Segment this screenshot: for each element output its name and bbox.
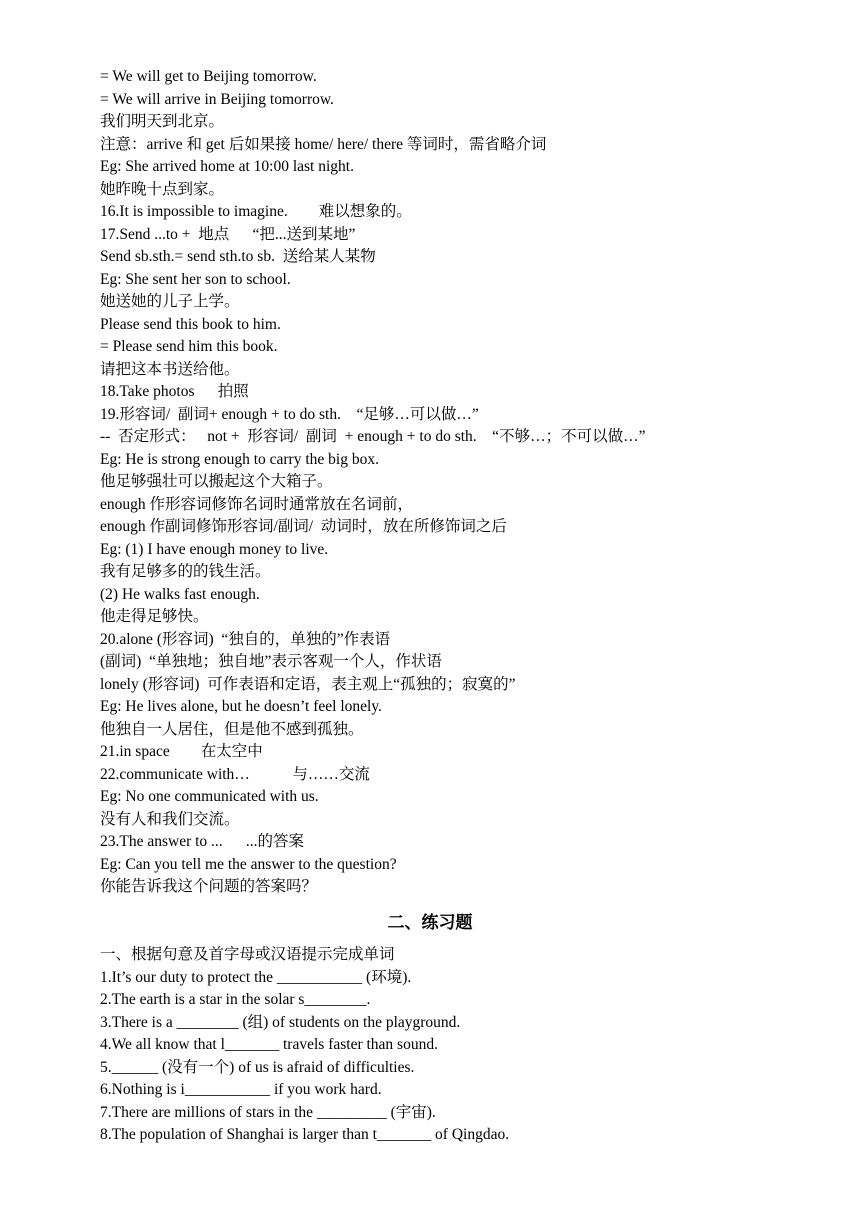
- note-line: 17.Send ...to + 地点 “把...送到某地”: [100, 225, 356, 243]
- exercise-item: 7.There are millions of stars in the _________ (宇宙).: [100, 1103, 436, 1121]
- note-line: 我有足够多的的钱生活。: [100, 563, 271, 580]
- note-line: 没有人和我们交流。: [100, 810, 240, 828]
- note-line: 22.communicate with… 与……交流: [100, 765, 370, 783]
- note-line: 16.It is impossible to imagine. 难以想象的。: [100, 203, 412, 220]
- note-line: (2) He walks fast enough.: [100, 585, 260, 603]
- note-line: Eg: She sent her son to school.: [100, 270, 291, 288]
- note-line: Eg: She arrived home at 10:00 last night.: [100, 158, 354, 175]
- section-heading: 二、练习题: [387, 913, 473, 933]
- note-line: 19.形容词/ 副词+ enough + to do sth. “足够…可以做…”: [100, 405, 479, 423]
- note-line: (副词) “单独地；独自地”表示客观一个人，作状语: [100, 653, 442, 670]
- note-line: 21.in space 在太空中: [100, 743, 263, 760]
- note-line: lonely (形容词) 可作表语和定语，表主观上“孤独的；寂寞的”: [100, 675, 516, 693]
- exercise-item: 5.______ (没有一个) of us is afraid of difficulties.: [100, 1058, 415, 1076]
- note-line: enough 作副词修饰形容词/副词/ 动词时，放在所修饰词之后: [100, 518, 507, 535]
- note-line: = We will arrive in Beijing tomorrow.: [100, 90, 334, 108]
- note-line: 他足够强壮可以搬起这个大箱子。: [100, 473, 333, 490]
- note-line: = Please send him this book.: [100, 338, 278, 355]
- exercise-item: 4.We all know that l_______ travels faster than sound.: [100, 1036, 438, 1053]
- note-line: Send sb.sth.= send sth.to sb. 送给某人某物: [100, 248, 376, 265]
- note-line: Eg: (1) I have enough money to live.: [100, 540, 329, 558]
- note-line: 她昨晚十点到家。: [100, 180, 225, 198]
- note-line: enough 作形容词修饰名词时通常放在名词前，: [100, 495, 414, 513]
- note-line: 他独自一人居住，但是他不感到孤独。: [100, 720, 364, 738]
- note-line: Eg: No one communicated with us.: [100, 788, 319, 805]
- exercise-item: 6.Nothing is i___________ if you work hard.: [100, 1081, 382, 1098]
- note-line: 他走得足够快。: [100, 608, 209, 625]
- note-line: Eg: He lives alone, but he doesn’t feel lonely.: [100, 698, 382, 715]
- note-line: = We will get to Beijing tomorrow.: [100, 68, 317, 85]
- exercise-instruction: 一、根据句意及首字母或汉语提示完成单词: [100, 946, 395, 963]
- notes-section: [100, 66, 800, 899]
- exercise-item: 8.The population of Shanghai is larger than t_______ of Qingdao.: [100, 1126, 510, 1143]
- note-line: -- 否定形式： not + 形容词/ 副词 + enough + to do sth. “不够…；不可以做…”: [100, 428, 646, 445]
- exercise-section: [100, 944, 800, 1147]
- note-line: 23.The answer to ... ...的答案: [100, 833, 305, 850]
- note-line: 她送她的儿子上学。: [100, 293, 240, 310]
- note-line: Please send this book to him.: [100, 315, 281, 333]
- note-line: 20.alone (形容词) “独自的，单独的”作表语: [100, 630, 391, 648]
- exercise-item: 2.The earth is a star in the solar s________.: [100, 991, 371, 1008]
- exercise-item: 1.It’s our duty to protect the ___________ (环境).: [100, 968, 412, 986]
- note-line: 注意：arrive 和 get 后如果接 home/ here/ there 等词时，需省略介词: [100, 135, 547, 153]
- note-line: Eg: He is strong enough to carry the big box.: [100, 450, 379, 468]
- note-line: 请把这本书送给他。: [100, 360, 240, 378]
- note-line: Eg: Can you tell me the answer to the question?: [100, 855, 397, 873]
- note-line: 18.Take photos 拍照: [100, 383, 249, 400]
- note-line: 我们明天到北京。: [100, 113, 225, 130]
- note-line: 你能告诉我这个问题的答案吗？: [100, 878, 318, 895]
- exercise-item: 3.There is a ________ (组) of students on the playground.: [100, 1013, 461, 1031]
